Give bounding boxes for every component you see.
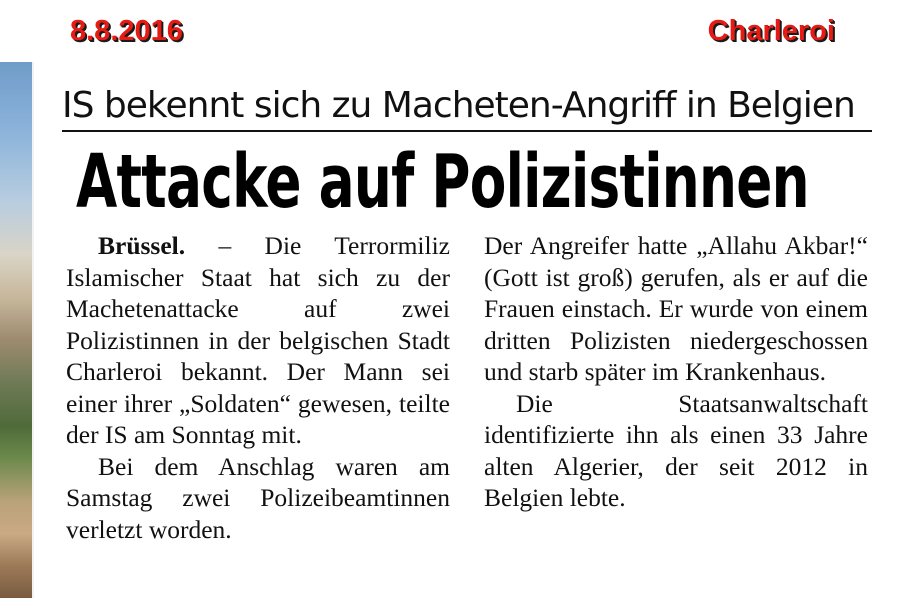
paragraph-text: – Die Terrormiliz Islamischer Staat hat sich zu der Machetenattacke auf zwei Polizistinnen in der belgischen Stadt Charleroi bekannt. Der Mann sei einer ihrer „Soldaten“ gewesen, teilte der IS am Sonntag mit.	[66, 231, 450, 449]
place-tag: Charleroi	[707, 15, 835, 47]
main-headline: Attacke auf Polizistinnen	[76, 139, 809, 225]
article-paragraph: Der Angreifer hatte „Allahu Akbar!“ (Gott ist groß) gerufen, als er auf die Frauen einstach. Er wurde von einem dritten Polizisten niedergeschossen und starb später im Krankenhaus.	[484, 231, 868, 386]
article-paragraph: Bei dem Anschlag waren am Samstag zwei Polizeibeamtinnen verletzt worden.	[66, 451, 450, 544]
article-paragraph: Die Staatsanwaltschaft identifizierte ihn als einen 33 Jahre alten Algerier, der seit 2012 in Belgien lebte.	[484, 388, 868, 512]
article-column-right	[484, 230, 868, 514]
photo-strip-image	[0, 62, 34, 598]
article-column-left	[66, 230, 450, 545]
dateline: Brüssel.	[98, 231, 186, 260]
article-paragraph	[66, 230, 450, 451]
date-tag: 8.8.2016	[70, 15, 183, 47]
kicker-headline: IS bekennt sich zu Macheten-Angriff in Belgien	[62, 84, 872, 132]
